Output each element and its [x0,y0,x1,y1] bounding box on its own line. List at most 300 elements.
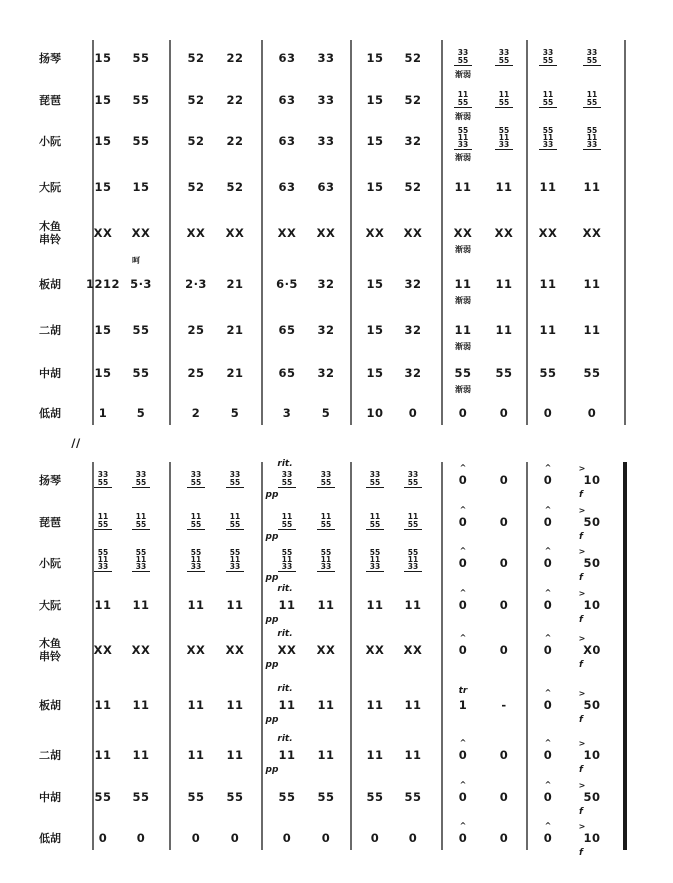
note-group-top: 55 [281,548,293,557]
instrument-label: 中胡 [39,791,61,804]
note-group: 55 [404,790,422,804]
note-group-lower: 55 [281,478,293,487]
note-cell [409,406,418,420]
note-cell [404,51,421,65]
note-cell [366,598,383,612]
note-group: 0 [499,831,509,845]
note-cell [583,180,600,194]
note-group: 0 [98,831,108,845]
note-cell [94,323,111,337]
note-cell [99,831,108,845]
note-cell [454,366,471,380]
note-cell [94,366,111,380]
note-group: 11 [317,598,335,612]
note-group-lower: 55 [135,478,147,487]
note-group-mid: 11 [190,555,202,564]
instrument-label-top: 木鱼 [39,220,61,233]
note-cell [86,277,120,291]
note-cell [317,598,334,612]
note-group-lower: 55 [135,520,147,529]
note-cell [404,698,421,712]
note-group: XX [93,226,113,240]
note-group: 11 [226,748,244,762]
fermata-mark: ^ [459,546,467,555]
note-cell [544,780,553,804]
pianissimo-mark: pp [265,615,279,625]
note-group-bottom: 33 [369,562,381,571]
note-cell [226,598,243,612]
staff-row [39,734,601,775]
note-cell [459,505,468,529]
note-group-lower: 55 [407,478,419,487]
note-group-mid: 11 [369,555,381,564]
note-group: 0 [458,831,468,845]
note-cell [226,470,244,488]
note-cell [544,588,553,612]
note-cell [366,93,383,107]
note-group-upper: 33 [457,48,469,57]
note-group-mid: 11 [542,133,554,142]
note-cell [226,790,243,804]
note-cell [409,831,418,845]
note-group-upper: 33 [542,48,554,57]
note-group: 11 [278,698,296,712]
diminuendo-mark: 渐弱 [455,112,471,121]
note-group: 0 [499,515,509,529]
note-group: 11 [94,598,112,612]
staff-row [39,546,601,583]
note-group: XX [131,226,151,240]
note-cell [404,93,421,107]
note-group: 11 [187,598,205,612]
note-group: 11 [132,598,150,612]
note-group-mid: 11 [498,133,510,142]
instrument-label: 大阮 [39,181,61,194]
note-group: 10 [583,748,601,762]
note-cell [404,226,423,240]
note-cell [579,781,601,817]
note-group-bottom: 33 [135,562,147,571]
note-cell [94,598,111,612]
note-cell [539,48,557,66]
note-cell [226,548,244,572]
note-group: XX [277,643,297,657]
diminuendo-mark: 渐弱 [455,342,471,351]
note-group: XX [131,643,151,657]
note-cell [404,277,421,291]
note-cell [539,366,556,380]
note-cell [94,51,111,65]
note-cell [187,548,205,572]
note-group: 10 [583,831,601,845]
instrument-label: 扬琴 [39,52,61,65]
note-group: 0 [543,515,553,529]
note-group: 32 [317,277,335,291]
note-group: 63 [278,134,296,148]
instrument-label: 小阮 [39,135,61,148]
note-cell [278,180,295,194]
note-cell [459,780,468,804]
note-group-top: 55 [229,548,241,557]
note-group: 0 [543,406,553,420]
note-cell [366,548,384,572]
note-group: 0 [543,643,553,657]
note-cell [366,323,383,337]
note-group: 21 [226,323,244,337]
note-cell [539,126,557,150]
note-cell [278,598,295,612]
pianissimo-mark: pp [265,573,279,583]
note-group: 0 [499,643,509,657]
note-group: 55 [132,51,150,65]
note-cell [500,598,509,612]
note-group: 0 [543,473,553,487]
note-group: - [501,698,507,712]
note-cell [132,226,151,240]
note-cell [366,470,384,488]
note-cell [495,277,512,291]
note-cell [366,51,383,65]
note-cell [454,126,472,150]
note-cell [322,406,331,420]
note-group: XX [365,226,385,240]
note-group-lower: 55 [407,520,419,529]
instrument-label: 扬琴 [39,474,61,487]
note-group: 33 [317,134,335,148]
note-cell [187,698,204,712]
note-group: 55 [278,790,296,804]
score-system-1 [39,40,625,425]
note-cell [226,134,243,148]
note-cell [132,51,149,65]
note-group: 0 [587,406,597,420]
note-cell [226,698,243,712]
note-group: XX [316,643,336,657]
note-group: 11 [226,598,244,612]
note-cell [278,226,297,240]
pianissimo-mark: pp [265,715,279,725]
note-group: 2·3 [185,277,207,291]
note-group-top: 55 [320,548,332,557]
note-group: 11 [366,748,384,762]
note-group: 15 [94,180,112,194]
note-group-lower: 55 [369,478,381,487]
note-cell [278,512,296,530]
note-group: 55 [132,323,150,337]
note-group: 0 [499,598,509,612]
note-group: 0 [136,831,146,845]
note-group: 0 [499,473,509,487]
note-group: 15 [94,366,112,380]
note-group: 11 [94,748,112,762]
note-group: 55 [366,790,384,804]
note-cell [187,180,204,194]
note-group: 11 [495,277,513,291]
instrument-label: 二胡 [39,749,61,762]
fermata-mark: ^ [544,463,552,472]
note-group: 65 [278,323,296,337]
note-cell [278,323,295,337]
note-group-lower: 55 [320,520,332,529]
note-group-lower: 55 [369,520,381,529]
note-group: 32 [317,366,335,380]
note-group: 11 [583,277,601,291]
note-group-bottom: 33 [542,140,554,149]
forte-mark: f [579,490,583,500]
note-cell [94,643,113,657]
note-group: 15 [94,134,112,148]
pianissimo-mark: pp [265,660,279,670]
note-cell [371,831,380,845]
diminuendo-mark: 渐弱 [455,385,471,394]
note-cell [226,323,243,337]
pianissimo-mark: pp [265,490,279,500]
note-group-lower: 55 [97,478,109,487]
note-group: 11 [366,598,384,612]
instrument-label [39,219,61,246]
note-cell [454,48,472,66]
note-group-upper: 11 [190,512,202,521]
note-cell [226,277,243,291]
note-cell [278,470,296,488]
note-group: 11 [317,698,335,712]
instrument-label: 板胡 [39,278,61,291]
staff-row [39,459,601,500]
forte-mark: f [579,848,583,858]
note-cell [501,698,506,712]
note-group: 11 [187,748,205,762]
accent-mark: > [578,739,586,748]
note-cell [579,589,601,625]
fermata-mark: ^ [459,821,467,830]
note-cell [583,90,601,108]
note-group: 32 [404,134,422,148]
ritardando-mark: rit. [277,629,293,639]
note-group: XX [494,226,514,240]
note-group: 3 [282,406,292,420]
note-group-top: 55 [498,126,510,135]
note-group: 11 [404,748,422,762]
staff-row [39,126,601,162]
forte-mark: f [579,615,583,625]
note-group-top: 55 [369,548,381,557]
note-cell [539,226,558,240]
note-group-top: 55 [135,548,147,557]
note-cell [132,512,150,530]
note-cell [278,51,295,65]
diminuendo-mark: 渐弱 [455,296,471,305]
note-cell [187,748,204,762]
note-group: 0 [458,406,468,420]
note-group: XX [93,643,113,657]
note-group: 15 [366,277,384,291]
note-cell [454,180,471,194]
note-cell [132,698,149,712]
accent-mark: > [578,464,586,473]
note-cell [187,366,204,380]
note-group: XX [403,643,423,657]
fermata-mark: ^ [459,505,467,514]
instrument-label-top: 木鱼 [39,637,61,650]
note-cell [187,323,204,337]
note-group: 11 [539,277,557,291]
note-cell [94,180,111,194]
diminuendo-mark: 渐弱 [455,245,471,254]
note-cell [500,473,509,487]
note-cell [459,738,468,762]
note-group-top: 55 [97,548,109,557]
note-cell [317,277,334,291]
note-cell [500,748,509,762]
note-cell [495,323,512,337]
note-group-bottom: 33 [498,140,510,149]
note-group: 55 [187,790,205,804]
note-cell [317,366,334,380]
note-cell [226,51,243,65]
note-cell [317,698,334,712]
note-group: 0 [499,748,509,762]
note-group: 6·5 [276,277,298,291]
note-cell [579,464,601,500]
note-group-upper: 33 [229,470,241,479]
note-group: XX [277,226,297,240]
fermata-mark: ^ [544,633,552,642]
note-group-upper: 11 [542,90,554,99]
note-group: 11 [317,748,335,762]
staff-row [39,505,601,542]
note-cell [404,180,421,194]
note-cell [317,323,334,337]
fermata-mark: ^ [544,688,552,697]
staff-row [39,277,601,305]
note-cell [404,134,421,148]
note-cell [404,323,421,337]
note-cell [94,698,111,712]
note-group: 0 [543,556,553,570]
note-group-lower: 55 [97,520,109,529]
note-group: 11 [495,180,513,194]
note-cell [583,48,601,66]
note-group-upper: 11 [457,90,469,99]
note-group: 11 [404,698,422,712]
instrument-label: 大阮 [39,599,61,612]
staff-row [39,629,601,670]
note-group: 10 [366,406,384,420]
fermata-mark: ^ [544,738,552,747]
note-group: 11 [94,698,112,712]
note-group-lower: 55 [586,56,598,65]
note-cell [579,689,601,725]
note-group: 0 [543,598,553,612]
note-group: 52 [404,93,422,107]
ritardando-mark: rit. [277,734,293,744]
note-cell [500,406,509,420]
note-cell [132,790,149,804]
note-group-top: 55 [190,548,202,557]
note-cell [459,406,468,420]
note-group-upper: 33 [135,470,147,479]
note-group: 63 [278,51,296,65]
note-group: XX [186,226,206,240]
fermata-mark: ^ [544,546,552,555]
note-cell [317,51,334,65]
note-cell [132,180,149,194]
note-cell [454,226,473,240]
note-group-upper: 33 [407,470,419,479]
note-group: 0 [499,406,509,420]
note-group: XX [538,226,558,240]
diminuendo-mark: 渐弱 [455,70,471,79]
instrument-label: 中胡 [39,367,61,380]
note-group-lower: 55 [542,56,554,65]
note-group: 0 [458,748,468,762]
accent-mark: > [578,689,586,698]
note-cell [94,226,113,240]
note-cell [404,643,423,657]
forte-mark: f [579,715,583,725]
note-group: 0 [321,831,331,845]
note-cell [226,93,243,107]
note-group: 0 [282,831,292,845]
note-group-mid: 11 [97,555,109,564]
staff-row [39,90,601,121]
accent-mark: > [578,822,586,831]
note-group: 5·3 [130,277,152,291]
note-group-upper: 11 [281,512,293,521]
note-cell [317,226,336,240]
note-cell [366,698,383,712]
note-group: XX [186,643,206,657]
note-cell [187,598,204,612]
note-group: 11 [454,323,472,337]
note-cell [187,93,204,107]
note-group-lower: 55 [190,478,202,487]
note-group: 15 [366,180,384,194]
note-group: 15 [94,93,112,107]
note-group: 50 [583,515,601,529]
staff-row [39,48,601,79]
note-cell [278,134,295,148]
note-cell [404,470,422,488]
note-cell [187,512,205,530]
note-cell [278,93,295,107]
note-group: 11 [132,698,150,712]
note-cell [579,739,601,775]
note-group: 11 [583,180,601,194]
note-group-upper: 11 [586,90,598,99]
forte-mark: f [579,573,583,583]
note-cell [539,90,557,108]
forte-mark: f [579,765,583,775]
note-group: 15 [94,51,112,65]
note-cell [283,831,292,845]
note-cell [454,323,471,337]
note-group: 11 [132,748,150,762]
note-group: 11 [404,598,422,612]
note-cell [459,698,468,712]
note-group: 0 [191,831,201,845]
note-group: 15 [94,323,112,337]
note-cell [500,790,509,804]
accent-mark: > [578,634,586,643]
note-cell [579,822,601,858]
note-group: 32 [317,323,335,337]
accent-mark: > [578,547,586,556]
note-group: 15 [366,366,384,380]
note-cell [583,126,601,150]
breath-mark: 呵 [132,256,140,265]
note-cell [459,463,468,487]
